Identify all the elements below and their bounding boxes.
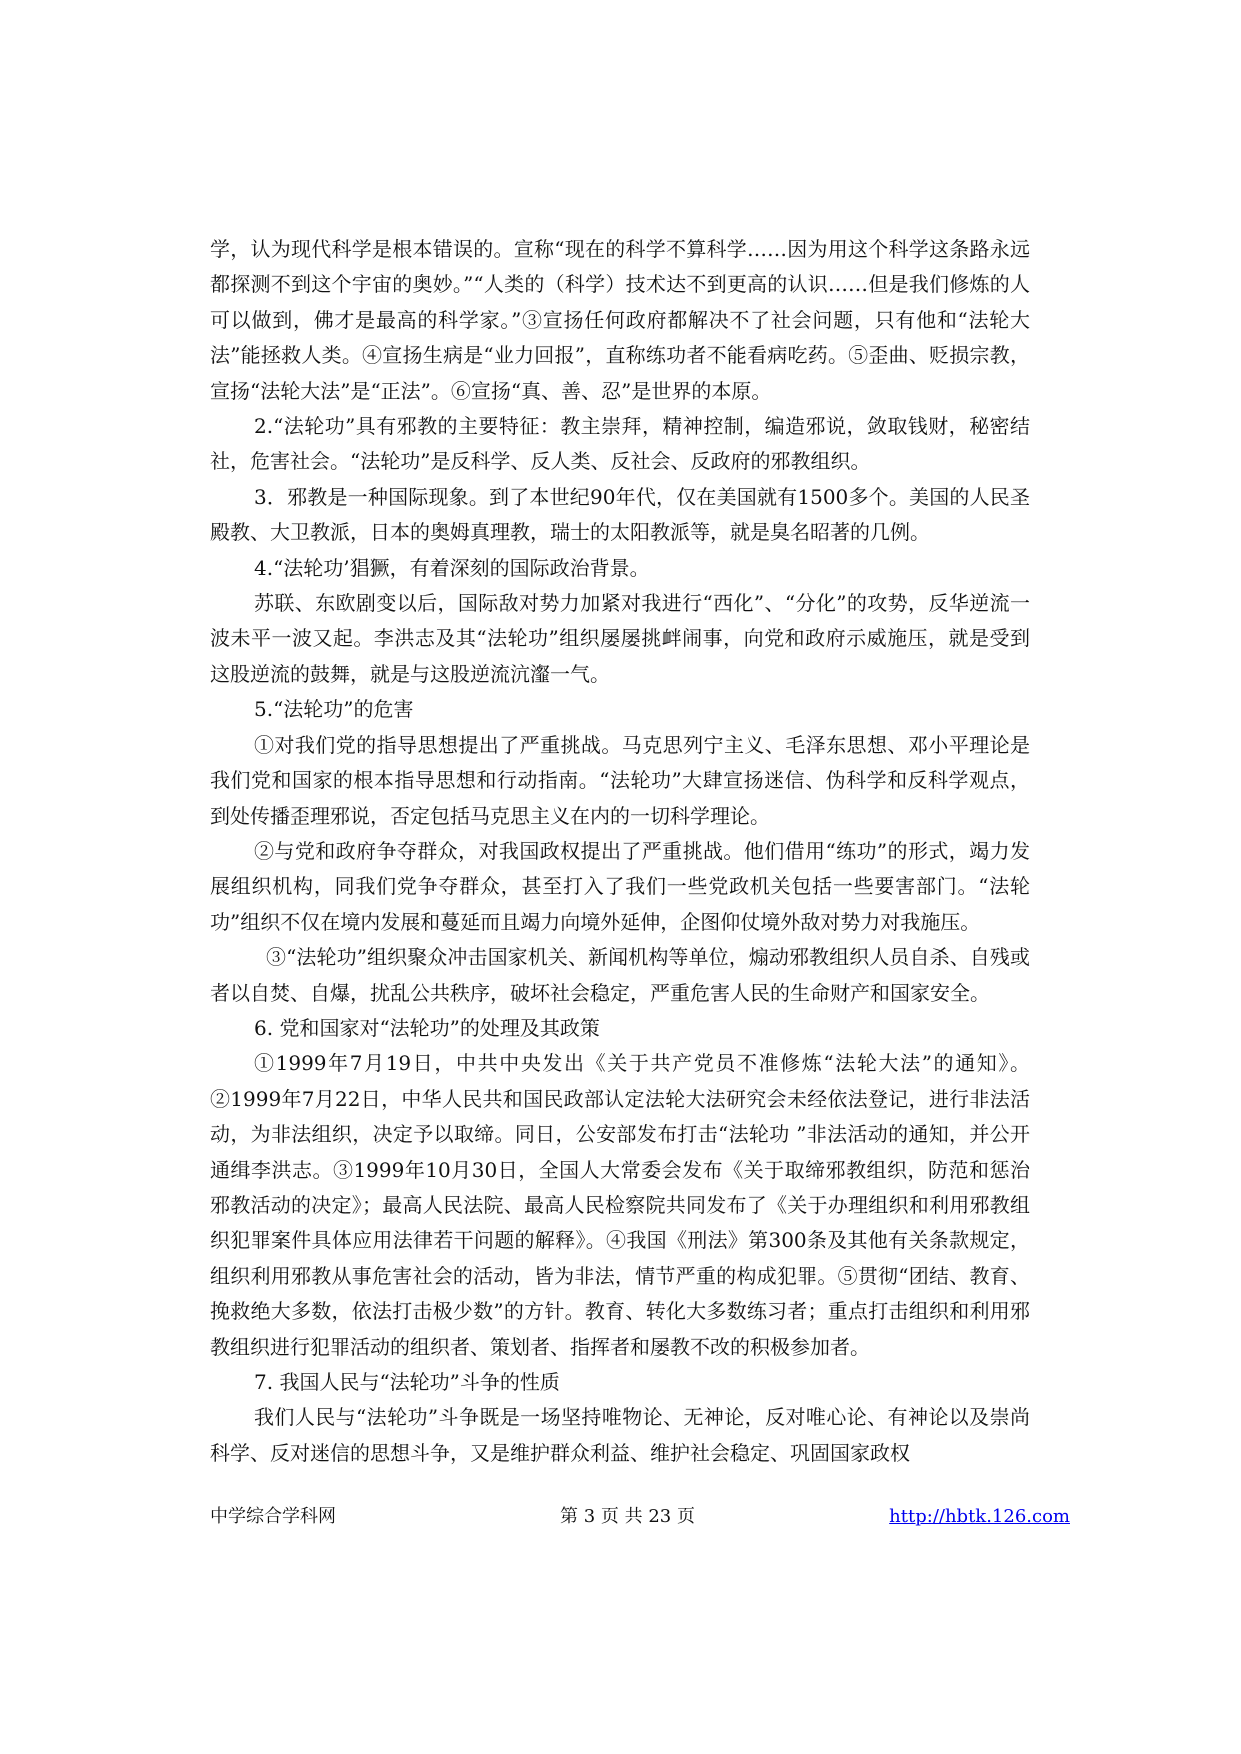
paragraph-item-2: 2.“法轮功”具有邪教的主要特征：教主崇拜，精神控制，编造邪说，敛取钱财，秘密结社，危害社会。“法轮功”是反科学、反人类、反社会、反政府的邪教组织。 bbox=[210, 414, 1030, 474]
paragraph-item-5-point-3: ③“法轮功”组织聚众冲击国家机关、新闻机构等单位，煽动邪教组织人员自杀、自残或者以自焚、自爆，扰乱公共秩序，破坏社会稳定，严重危害人民的生命财产和国家安全。 bbox=[210, 945, 1030, 1005]
paragraph-item-4-heading: 4.“法轮功’猖獗，有着深刻的国际政治背景。 bbox=[254, 555, 650, 580]
paragraph-item-5-heading: 5.“法轮功”的危害 bbox=[254, 697, 414, 722]
paragraph-item-5-point-1: ①对我们党的指导思想提出了严重挑战。马克思列宁主义、毛泽东思想、邓小平理论是我们党和国家的根本指导思想和行动指南。“法轮功”大肆宣扬迷信、伪科学和反科学观点，到处传播歪理邪说，否定包括马克思主义在内的一切科学理论。 bbox=[210, 732, 1030, 828]
footer-url-link[interactable]: http://hbtk.126.com bbox=[889, 1506, 1070, 1527]
page-footer bbox=[210, 1502, 1070, 1532]
paragraph-item-6-body: ①1999年7月19日，中共中央发出《关于共产党员不准修炼“法轮大法”的通知》。②1999年7月22日，中华人民共和国民政部认定法轮大法研究会未经依法登记，进行非法活动，为非法组织，决定予以取缔。同日，公安部发布打击“法轮功 ”非法活动的通知，并公开通缉李洪志。③1999年10月30日，全国人大常委会发布《关于取缔邪教组织，防范和惩治邪教活动的决定》；最高人民法院、最高人民检察院共同发布了《关于办理组织和利用邪教组织犯罪案件具体应用法律若干问题的解释》。④我国《刑法》第300条及其他有关条款规定，组织利用邪教从事危害社会的活动，皆为非法，情节严重的构成犯罪。⑤贯彻“团结、教育、挽救绝大多数，依法打击极少数”的方针。教育、转化大多数练习者；重点打击组织和利用邪教组织进行犯罪活动的组织者、策划者、指挥者和屡教不改的积极参加者。 bbox=[210, 1051, 1030, 1359]
paragraph-continuation: 学，认为现代科学是根本错误的。宣称“现在的科学不算科学……因为用这个科学这条路永远都探测不到这个宇宙的奥妙。”“人类的（科学）技术达不到更高的认识……但是我们修炼的人可以做到，佛才是最高的科学家。”③宣扬任何政府都解决不了社会问题，只有他和“法轮大法”能拯救人类。④宣扬生病是“业力回报”，直称练功者不能看病吃药。⑤歪曲、贬损宗教，宣扬“法轮大法”是“正法”。⑥宣扬“真、善、忍”是世界的本原。 bbox=[210, 237, 1030, 403]
paragraph-item-7-body: 我们人民与“法轮功”斗争既是一场坚持唯物论、无神论，反对唯心论、有神论以及崇尚科学、反对迷信的思想斗争，又是维护群众利益、维护社会稳定、巩固国家政权 bbox=[210, 1405, 1030, 1465]
footer-page-number: 第 3 页 共 23 页 bbox=[560, 1506, 695, 1527]
paragraph-item-3: 3．邪教是一种国际现象。到了本世纪90年代，仅在美国就有1500多个。美国的人民圣殿教、大卫教派，日本的奥姆真理教，瑞士的太阳教派等，就是臭名昭著的几例。 bbox=[210, 484, 1030, 545]
footer-site-name: 中学综合学科网 bbox=[210, 1506, 336, 1527]
paragraph-item-4-body: 苏联、东欧剧变以后，国际敌对势力加紧对我进行“西化”、“分化”的攻势，反华逆流一波未平一波又起。李洪志及其“法轮功”组织屡屡挑衅闹事，向党和政府示威施压，就是受到这股逆流的鼓舞，就是与这股逆流沆瀣一气。 bbox=[210, 591, 1030, 686]
paragraph-item-6-heading: 6. 党和国家对“法轮功”的处理及其政策 bbox=[254, 1015, 600, 1040]
document-body bbox=[210, 232, 1030, 1471]
paragraph-item-7-heading: 7. 我国人民与“法轮功”斗争的性质 bbox=[254, 1370, 560, 1394]
paragraph-item-5-point-2: ②与党和政府争夺群众，对我国政权提出了严重挑战。他们借用“练功”的形式，竭力发展组织机构，同我们党争夺群众，甚至打入了我们一些党政机关包括一些要害部门。“法轮功”组织不仅在境内发展和蔓延而且竭力向境外延伸，企图仰仗境外敌对势力对我施压。 bbox=[210, 838, 1030, 934]
